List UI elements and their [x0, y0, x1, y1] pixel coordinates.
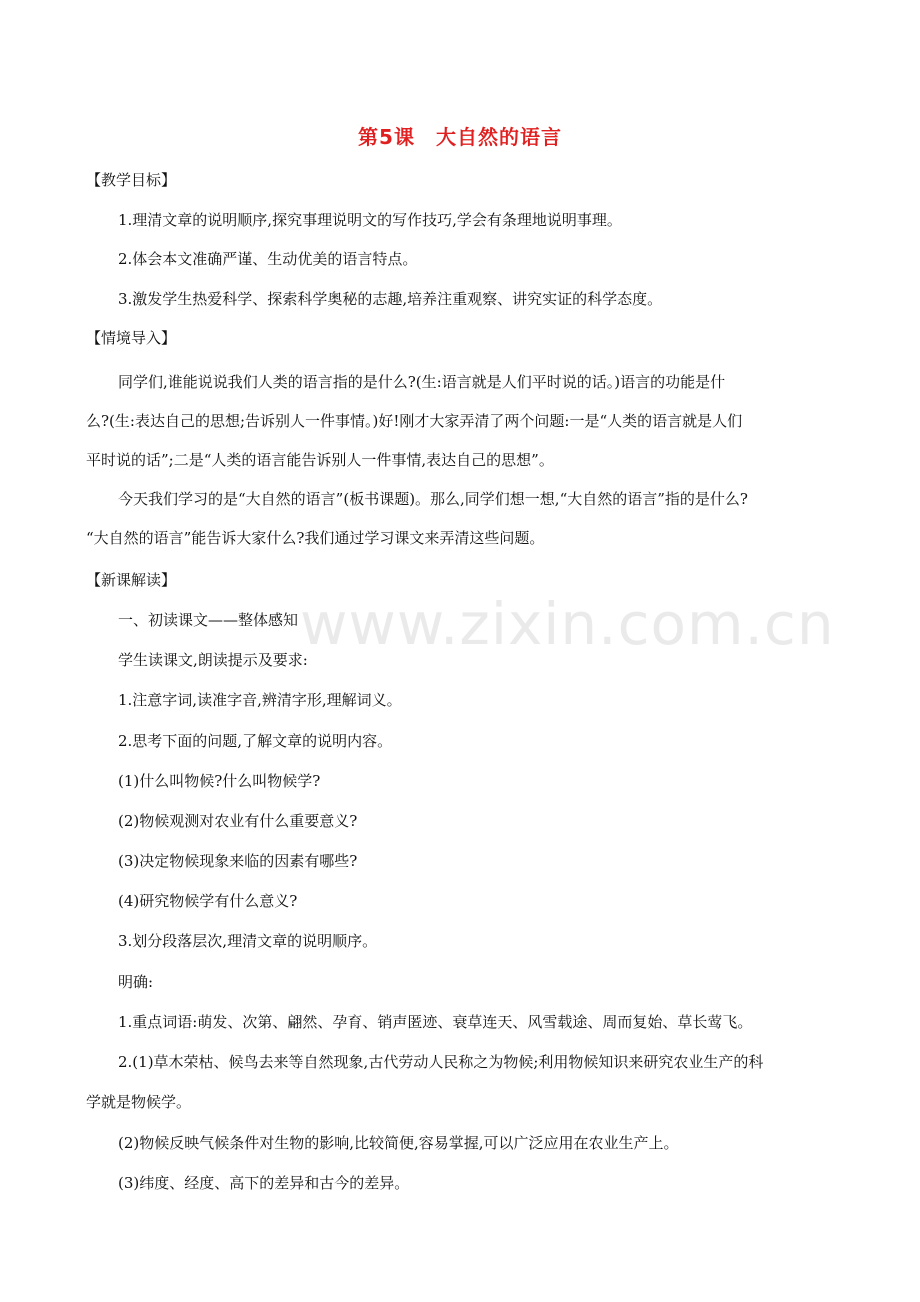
- section-heading-new-lesson: 【新课解读】: [86, 571, 177, 589]
- list-item: (1)什么叫物候?什么叫物候学?: [118, 772, 321, 790]
- list-item: 3.划分段落层次,理清文章的说明顺序。: [118, 932, 378, 950]
- objective-3: 3.激发学生热爱科学、探索科学奥秘的志趣,培养注重观察、讲究实证的科学态度。: [118, 290, 663, 308]
- paragraph-line: 今天我们学习的是“大自然的语言”(板书课题)。那么,同学们想一想,“大自然的语言”指的是什么?: [118, 490, 748, 508]
- paragraph-line: 么?(生:表达自己的思想;告诉别人一件事情。)好!刚才大家弄清了两个问题:一是“人类的语言就是人们: [86, 412, 743, 430]
- paragraph-line: “大自然的语言”能告诉大家什么?我们通过学习课文来弄清这些问题。: [86, 529, 545, 547]
- list-item: 1.重点词语:萌发、次第、翩然、孕育、销声匿迹、衰草连天、风雪载途、周而复始、草长莺飞。: [118, 1013, 753, 1031]
- list-item: 学就是物候学。: [86, 1093, 192, 1111]
- list-item: (2)物候观测对农业有什么重要意义?: [118, 812, 358, 830]
- list-item: 2.(1)草木荣枯、候鸟去来等自然现象,古代劳动人民称之为物候;利用物候知识来研究农业生产的科: [118, 1053, 764, 1071]
- paragraph-line: 同学们,谁能说说我们人类的语言指的是什么?(生:语言就是人们平时说的话。)语言的功能是什: [118, 373, 726, 391]
- list-item: 2.思考下面的问题,了解文章的说明内容。: [118, 732, 393, 750]
- page-title: 第5课 大自然的语言: [358, 125, 562, 149]
- list-item: (3)纬度、经度、高下的差异和古今的差异。: [118, 1174, 410, 1192]
- watermark: www.zixin.com.cn: [300, 590, 835, 658]
- objective-2: 2.体会本文准确严谨、生动优美的语言特点。: [118, 250, 418, 268]
- paragraph-line: 平时说的话”;二是“人类的语言能告诉别人一件事情,表达自己的思想”。: [86, 451, 554, 469]
- list-item: (3)决定物候现象来临的因素有哪些?: [118, 852, 358, 870]
- list-item: (2)物候反映气候条件对生物的影响,比较简便,容易掌握,可以广泛应用在农业生产上。: [118, 1134, 679, 1152]
- list-item: 1.注意字词,读准字音,辨清字形,理解词义。: [118, 691, 402, 709]
- list-item: (4)研究物候学有什么意义?: [118, 892, 298, 910]
- list-item: 学生读课文,朗读提示及要求:: [118, 651, 308, 669]
- list-item: 明确:: [118, 973, 154, 991]
- objective-1: 1.理清文章的说明顺序,探究事理说明文的写作技巧,学会有条理地说明事理。: [118, 211, 622, 229]
- section-heading-objectives: 【教学目标】: [86, 171, 177, 189]
- subheading: 一、初读课文——整体感知: [118, 611, 299, 629]
- section-heading-intro: 【情境导入】: [86, 329, 177, 347]
